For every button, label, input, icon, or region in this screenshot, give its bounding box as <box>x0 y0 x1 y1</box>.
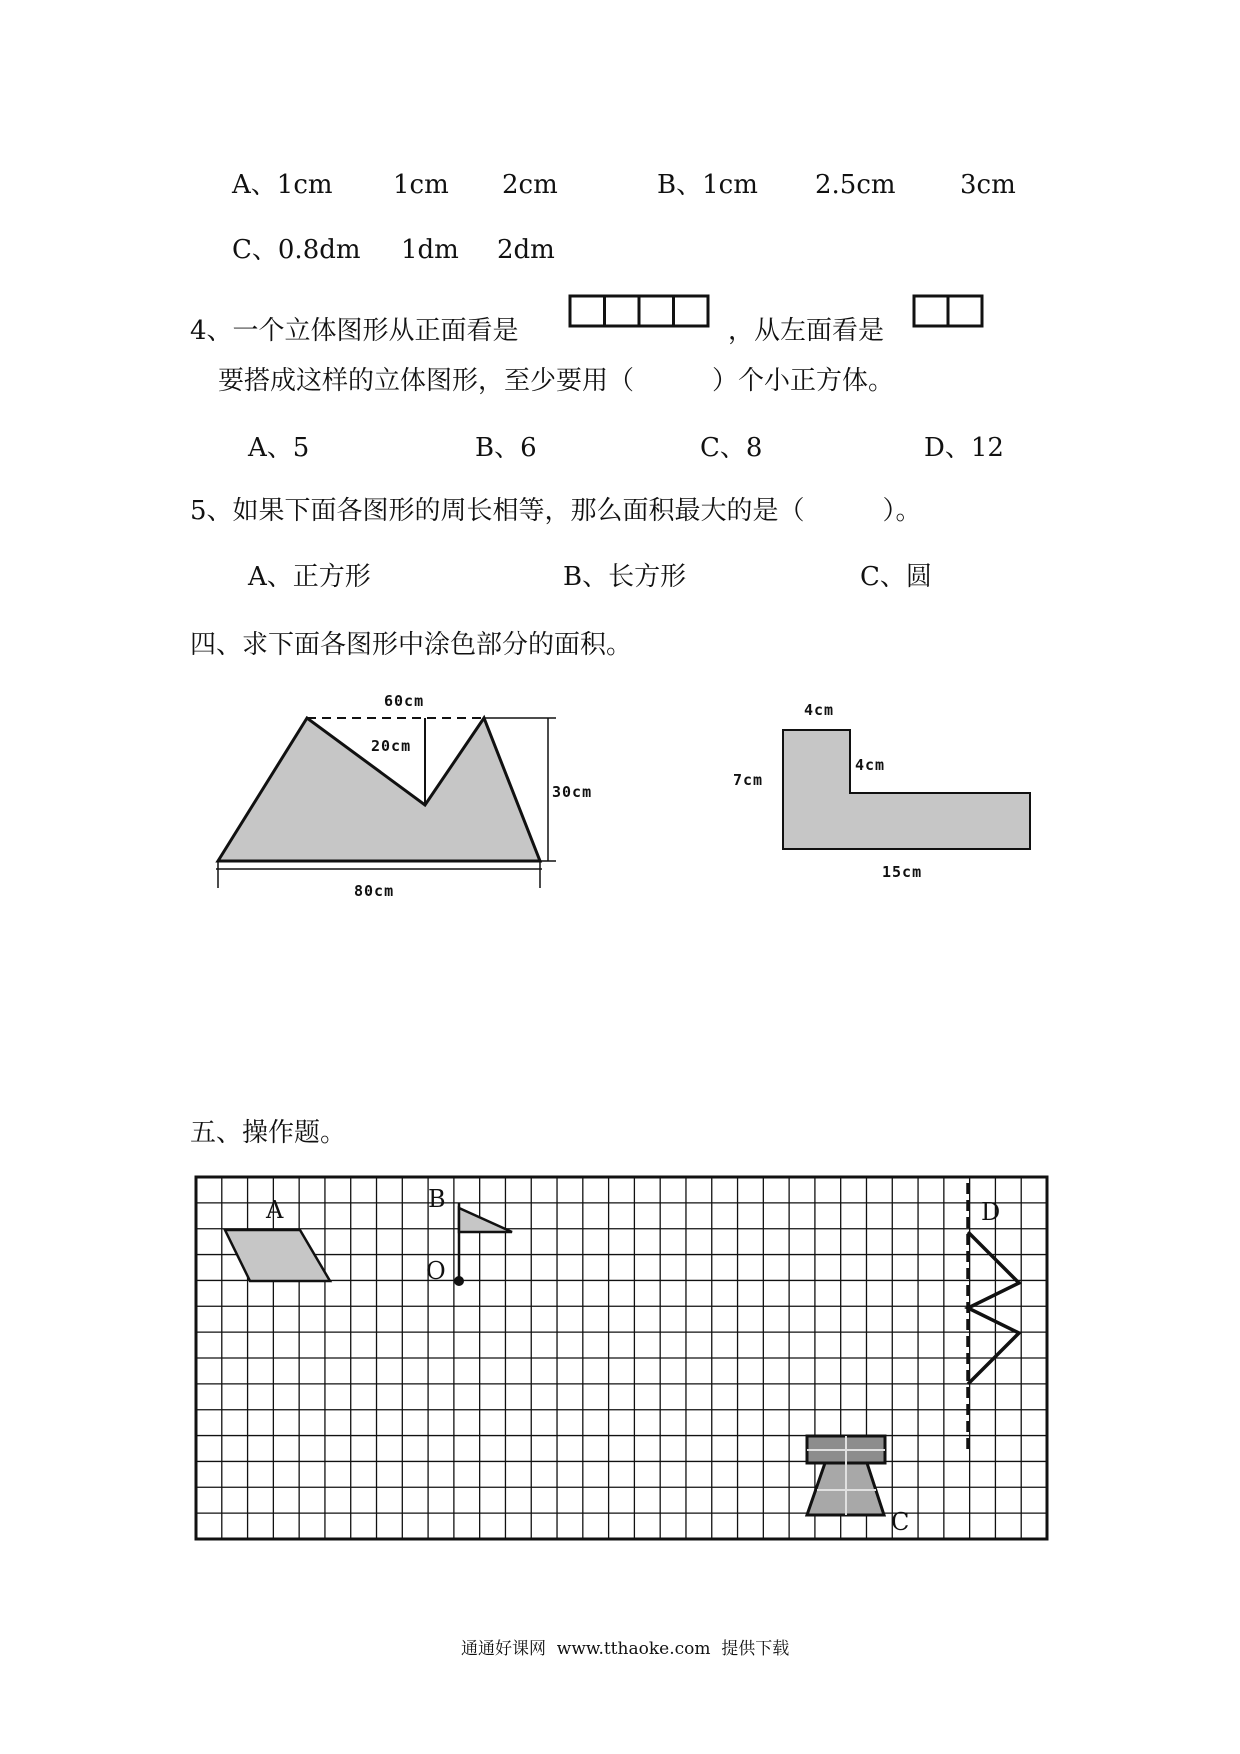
q3-option-b-value-2: 2.5cm <box>815 170 896 200</box>
q4-option-a: A、5 <box>248 433 310 463</box>
q4-option-c: C、8 <box>700 433 763 463</box>
shape-c <box>807 1436 885 1515</box>
q5-option-b: B、长方形 <box>563 562 687 592</box>
fig2-top-label: 4cm <box>804 701 835 719</box>
fig2-left-label: 7cm <box>733 771 764 789</box>
section5-title: 五、操作题。 <box>190 1118 347 1148</box>
q3-option-b: B、1cm <box>657 170 758 200</box>
fig1-top-label: 60cm <box>384 692 425 710</box>
q5-option-a: A、正方形 <box>248 562 371 592</box>
q4-text-part2: ，从左面看是 <box>728 316 885 346</box>
grid-label-c: C <box>891 1508 910 1536</box>
fig2-bottom-label: 15cm <box>882 863 923 881</box>
q3-option-c-value-3: 2dm <box>497 235 555 265</box>
q3-option-c: C、0.8dm <box>232 235 361 265</box>
grid-label-o: O <box>426 1257 446 1285</box>
grid-label-d: D <box>981 1198 1001 1226</box>
fig1-right-label: 30cm <box>552 783 593 801</box>
q3-option-a: A、1cm <box>232 170 333 200</box>
left-view-squares <box>914 296 982 326</box>
front-view-squares <box>570 296 708 326</box>
q3-option-c-value-2: 1dm <box>401 235 459 265</box>
q4-text-part1: 4、一个立体图形从正面看是 <box>190 316 519 346</box>
section4-title: 四、求下面各图形中涂色部分的面积。 <box>190 630 633 660</box>
footer-text: 通通好课网 www.tthaoke.com 提供下载 <box>461 1639 790 1659</box>
q5-option-c: C、圆 <box>860 562 932 592</box>
fig2-inner-label: 4cm <box>855 756 886 774</box>
parallelogram-a <box>225 1230 330 1281</box>
grid-label-b: B <box>428 1185 446 1213</box>
fig1-mid-label: 20cm <box>371 737 412 755</box>
q4-option-b: B、6 <box>475 433 537 463</box>
q3-option-b-value-3: 3cm <box>960 170 1016 200</box>
flag-figure <box>455 1203 513 1286</box>
q4-option-d: D、12 <box>924 433 1004 463</box>
q5-text: 5、如果下面各图形的周长相等，那么面积最大的是（ ）。 <box>190 496 922 526</box>
fig1-bottom-label: 80cm <box>354 882 395 900</box>
grid-label-a: A <box>266 1196 284 1224</box>
grid <box>196 1177 1047 1539</box>
q3-option-a-value-3: 2cm <box>502 170 558 200</box>
q3-option-a-value-2: 1cm <box>393 170 449 200</box>
q4-text-line2: 要搭成这样的立体图形，至少要用（ ）个小正方体。 <box>218 366 895 396</box>
l-shape-figure <box>783 730 1030 849</box>
